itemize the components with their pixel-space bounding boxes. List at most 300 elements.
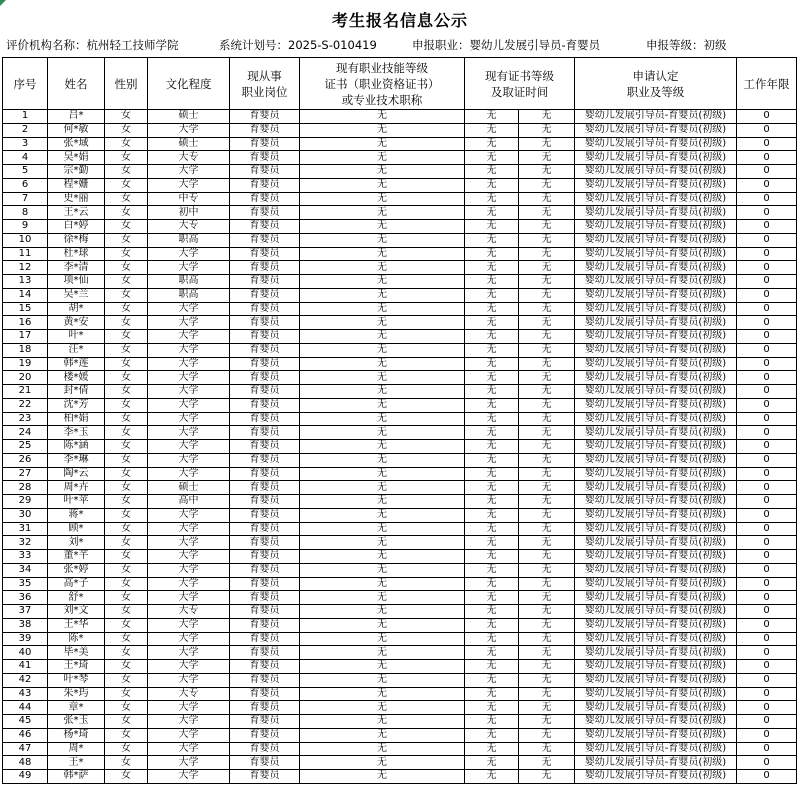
post-cell: 育婴员 [230, 275, 300, 289]
gender-cell: 女 [105, 302, 148, 316]
cert-cell: 无 [300, 233, 465, 247]
education-cell: 大学 [148, 123, 230, 137]
cert-date-cell: 无 [519, 261, 575, 275]
education-cell: 大学 [148, 330, 230, 344]
years-cell: 0 [737, 742, 797, 756]
post-cell: 育婴员 [230, 192, 300, 206]
seq-cell: 48 [3, 756, 48, 770]
post-cell: 育婴员 [230, 618, 300, 632]
post-cell: 育婴员 [230, 701, 300, 715]
cert-level-cell: 无 [465, 371, 519, 385]
table-row [3, 728, 797, 742]
education-cell: 大学 [148, 343, 230, 357]
seq-cell: 27 [3, 467, 48, 481]
table-row [3, 605, 797, 619]
name-cell: 蒋* [48, 508, 105, 522]
seq-cell: 35 [3, 577, 48, 591]
gender-cell: 女 [105, 357, 148, 371]
post-cell: 育婴员 [230, 165, 300, 179]
cert-date-cell: 无 [519, 660, 575, 674]
name-cell: 封*倩 [48, 385, 105, 399]
education-cell: 大学 [148, 467, 230, 481]
education-cell: 大学 [148, 701, 230, 715]
cert-level-cell: 无 [465, 343, 519, 357]
cert-cell: 无 [300, 715, 465, 729]
cert-date-cell: 无 [519, 178, 575, 192]
name-cell: 史*丽 [48, 192, 105, 206]
education-cell: 大学 [148, 178, 230, 192]
apply-cell: 婴幼儿发展引导员-育婴员(初级) [575, 550, 737, 564]
seq-cell: 13 [3, 275, 48, 289]
table-row [3, 646, 797, 660]
apply-cell: 婴幼儿发展引导员-育婴员(初级) [575, 233, 737, 247]
education-cell: 大学 [148, 302, 230, 316]
cert-date-cell: 无 [519, 550, 575, 564]
name-cell: 徐*梅 [48, 233, 105, 247]
gender-cell: 女 [105, 247, 148, 261]
years-cell: 0 [737, 660, 797, 674]
table-header-row [3, 58, 797, 110]
years-cell: 0 [737, 632, 797, 646]
education-cell: 大学 [148, 660, 230, 674]
education-cell: 大学 [148, 770, 230, 784]
gender-cell: 女 [105, 715, 148, 729]
cert-cell: 无 [300, 357, 465, 371]
cert-cell: 无 [300, 261, 465, 275]
cert-cell: 无 [300, 220, 465, 234]
apply-cell: 婴幼儿发展引导员-育婴员(初级) [575, 165, 737, 179]
education-cell: 大学 [148, 316, 230, 330]
table-row [3, 302, 797, 316]
education-cell: 大专 [148, 220, 230, 234]
years-cell: 0 [737, 220, 797, 234]
name-cell: 陈* [48, 632, 105, 646]
cert-cell: 无 [300, 728, 465, 742]
cert-cell: 无 [300, 632, 465, 646]
cert-level-cell: 无 [465, 618, 519, 632]
table-row [3, 426, 797, 440]
cert-level-cell: 无 [465, 137, 519, 151]
table-row [3, 467, 797, 481]
cert-cell: 无 [300, 646, 465, 660]
gender-cell: 女 [105, 398, 148, 412]
seq-cell: 20 [3, 371, 48, 385]
header-cert-level-line1: 现有证书等级 [485, 68, 554, 83]
education-cell: 大学 [148, 247, 230, 261]
seq-cell: 38 [3, 618, 48, 632]
cert-date-cell: 无 [519, 151, 575, 165]
cert-cell: 无 [300, 563, 465, 577]
post-cell: 育婴员 [230, 728, 300, 742]
education-cell: 大学 [148, 357, 230, 371]
header-gender: 性别 [105, 58, 148, 110]
seq-cell: 30 [3, 508, 48, 522]
name-cell: 叶*苹 [48, 495, 105, 509]
seq-cell: 45 [3, 715, 48, 729]
cert-level-cell: 无 [465, 673, 519, 687]
cert-level-cell: 无 [465, 756, 519, 770]
table-row [3, 371, 797, 385]
education-cell: 大学 [148, 371, 230, 385]
name-cell: 高*子 [48, 577, 105, 591]
seq-cell: 42 [3, 673, 48, 687]
post-cell: 育婴员 [230, 646, 300, 660]
apply-cell: 婴幼儿发展引导员-育婴员(初级) [575, 756, 737, 770]
years-cell: 0 [737, 302, 797, 316]
apply-cell: 婴幼儿发展引导员-育婴员(初级) [575, 646, 737, 660]
table-row [3, 398, 797, 412]
gender-cell: 女 [105, 440, 148, 454]
header-work-years: 工作年限 [737, 58, 797, 110]
cert-level-cell: 无 [465, 275, 519, 289]
name-cell: 张*婷 [48, 563, 105, 577]
table-row [3, 110, 797, 124]
post-cell: 育婴员 [230, 357, 300, 371]
seq-cell: 21 [3, 385, 48, 399]
gender-cell: 女 [105, 206, 148, 220]
gender-cell: 女 [105, 605, 148, 619]
gender-cell: 女 [105, 220, 148, 234]
apply-cell: 婴幼儿发展引导员-育婴员(初级) [575, 357, 737, 371]
cert-cell: 无 [300, 151, 465, 165]
years-cell: 0 [737, 563, 797, 577]
cert-level-cell: 无 [465, 192, 519, 206]
table-row [3, 618, 797, 632]
post-cell: 育婴员 [230, 673, 300, 687]
seq-cell: 6 [3, 178, 48, 192]
cert-date-cell: 无 [519, 110, 575, 124]
education-cell: 硕士 [148, 110, 230, 124]
years-cell: 0 [737, 440, 797, 454]
apply-cell: 婴幼儿发展引导员-育婴员(初级) [575, 412, 737, 426]
education-cell: 大学 [148, 536, 230, 550]
cert-cell: 无 [300, 508, 465, 522]
gender-cell: 女 [105, 618, 148, 632]
name-cell: 李*清 [48, 261, 105, 275]
seq-cell: 12 [3, 261, 48, 275]
education-cell: 大学 [148, 728, 230, 742]
post-cell: 育婴员 [230, 343, 300, 357]
post-cell: 育婴员 [230, 770, 300, 784]
gender-cell: 女 [105, 591, 148, 605]
cert-cell: 无 [300, 330, 465, 344]
apply-cell: 婴幼儿发展引导员-育婴员(初级) [575, 522, 737, 536]
name-cell: 顾* [48, 522, 105, 536]
cert-date-cell: 无 [519, 371, 575, 385]
apply-cell: 婴幼儿发展引导员-育婴员(初级) [575, 178, 737, 192]
years-cell: 0 [737, 550, 797, 564]
apply-cell: 婴幼儿发展引导员-育婴员(初级) [575, 343, 737, 357]
gender-cell: 女 [105, 646, 148, 660]
education-cell: 大学 [148, 398, 230, 412]
gender-cell: 女 [105, 742, 148, 756]
cert-cell: 无 [300, 536, 465, 550]
name-cell: 陶*云 [48, 467, 105, 481]
post-cell: 育婴员 [230, 536, 300, 550]
years-cell: 0 [737, 137, 797, 151]
gender-cell: 女 [105, 673, 148, 687]
apply-cell: 婴幼儿发展引导员-育婴员(初级) [575, 632, 737, 646]
education-cell: 大学 [148, 453, 230, 467]
name-cell: 刘*文 [48, 605, 105, 619]
years-cell: 0 [737, 385, 797, 399]
name-cell: 王* [48, 756, 105, 770]
cert-level-cell: 无 [465, 591, 519, 605]
cert-cell: 无 [300, 577, 465, 591]
cert-cell: 无 [300, 453, 465, 467]
years-cell: 0 [737, 288, 797, 302]
post-cell: 育婴员 [230, 371, 300, 385]
post-cell: 育婴员 [230, 660, 300, 674]
level-info: 申报等级：初级 [646, 38, 727, 52]
cert-level-cell: 无 [465, 247, 519, 261]
applicant-table [2, 57, 797, 784]
education-cell: 大专 [148, 151, 230, 165]
name-cell: 王*华 [48, 618, 105, 632]
gender-cell: 女 [105, 508, 148, 522]
education-cell: 大学 [148, 673, 230, 687]
name-cell: 章* [48, 701, 105, 715]
cert-level-cell: 无 [465, 481, 519, 495]
post-cell: 育婴员 [230, 385, 300, 399]
apply-cell: 婴幼儿发展引导员-育婴员(初级) [575, 206, 737, 220]
seq-cell: 17 [3, 330, 48, 344]
cert-level-cell: 无 [465, 742, 519, 756]
gender-cell: 女 [105, 563, 148, 577]
name-cell: 黄*安 [48, 316, 105, 330]
cert-date-cell: 无 [519, 467, 575, 481]
cert-cell: 无 [300, 426, 465, 440]
education-cell: 大学 [148, 715, 230, 729]
cert-level-cell: 无 [465, 660, 519, 674]
gender-cell: 女 [105, 660, 148, 674]
apply-cell: 婴幼儿发展引导员-育婴员(初级) [575, 467, 737, 481]
apply-cell: 婴幼儿发展引导员-育婴员(初级) [575, 123, 737, 137]
apply-cell: 婴幼儿发展引导员-育婴员(初级) [575, 481, 737, 495]
cert-level-cell: 无 [465, 495, 519, 509]
table-row [3, 247, 797, 261]
education-cell: 大学 [148, 385, 230, 399]
cert-level-cell: 无 [465, 316, 519, 330]
cert-level-cell: 无 [465, 302, 519, 316]
cert-date-cell: 无 [519, 302, 575, 316]
table-row [3, 288, 797, 302]
cert-date-cell: 无 [519, 673, 575, 687]
apply-cell: 婴幼儿发展引导员-育婴员(初级) [575, 275, 737, 289]
name-cell: 沈*芳 [48, 398, 105, 412]
name-cell: 王*琦 [48, 660, 105, 674]
seq-cell: 34 [3, 563, 48, 577]
cert-level-cell: 无 [465, 385, 519, 399]
seq-cell: 33 [3, 550, 48, 564]
apply-cell: 婴幼儿发展引导员-育婴员(初级) [575, 288, 737, 302]
cert-cell: 无 [300, 756, 465, 770]
name-cell: 周* [48, 742, 105, 756]
cert-cell: 无 [300, 412, 465, 426]
cert-cell: 无 [300, 385, 465, 399]
table-row [3, 687, 797, 701]
name-cell: 楼*媛 [48, 371, 105, 385]
header-apply-occupation [575, 58, 737, 110]
cert-cell: 无 [300, 371, 465, 385]
seq-cell: 16 [3, 316, 48, 330]
gender-cell: 女 [105, 426, 148, 440]
name-cell: 张*玉 [48, 715, 105, 729]
table-row [3, 385, 797, 399]
years-cell: 0 [737, 343, 797, 357]
apply-cell: 婴幼儿发展引导员-育婴员(初级) [575, 495, 737, 509]
post-cell: 育婴员 [230, 508, 300, 522]
header-cert-level-date [465, 58, 575, 110]
table-row [3, 563, 797, 577]
seq-cell: 11 [3, 247, 48, 261]
org-info: 评价机构名称：杭州轻工技师学院 [6, 38, 179, 52]
post-cell: 育婴员 [230, 563, 300, 577]
name-cell: 李*玉 [48, 426, 105, 440]
cert-cell: 无 [300, 247, 465, 261]
header-cert-level-line2: 及取证时间 [490, 84, 549, 99]
education-cell: 大学 [148, 756, 230, 770]
cert-level-cell: 无 [465, 508, 519, 522]
apply-cell: 婴幼儿发展引导员-育婴员(初级) [575, 536, 737, 550]
cert-level-cell: 无 [465, 632, 519, 646]
cert-cell: 无 [300, 110, 465, 124]
cert-cell: 无 [300, 481, 465, 495]
name-cell: 吕* [48, 110, 105, 124]
header-current-post-line1: 现从事 [247, 68, 282, 83]
seq-cell: 14 [3, 288, 48, 302]
education-cell: 大学 [148, 646, 230, 660]
education-cell: 中专 [148, 192, 230, 206]
post-cell: 育婴员 [230, 412, 300, 426]
cert-date-cell: 无 [519, 481, 575, 495]
gender-cell: 女 [105, 385, 148, 399]
years-cell: 0 [737, 756, 797, 770]
years-cell: 0 [737, 151, 797, 165]
gender-cell: 女 [105, 522, 148, 536]
table-row [3, 343, 797, 357]
post-cell: 育婴员 [230, 715, 300, 729]
table-row [3, 632, 797, 646]
gender-cell: 女 [105, 632, 148, 646]
years-cell: 0 [737, 316, 797, 330]
name-cell: 宗*勤 [48, 165, 105, 179]
apply-cell: 婴幼儿发展引导员-育婴员(初级) [575, 192, 737, 206]
years-cell: 0 [737, 467, 797, 481]
cert-level-cell: 无 [465, 577, 519, 591]
years-cell: 0 [737, 110, 797, 124]
header-current-post-line2: 职业岗位 [241, 84, 288, 99]
education-cell: 职高 [148, 288, 230, 302]
cert-cell: 无 [300, 440, 465, 454]
table-row [3, 330, 797, 344]
seq-cell: 46 [3, 728, 48, 742]
education-cell: 大学 [148, 412, 230, 426]
cert-date-cell: 无 [519, 453, 575, 467]
gender-cell: 女 [105, 110, 148, 124]
cert-cell: 无 [300, 495, 465, 509]
apply-cell: 婴幼儿发展引导员-育婴员(初级) [575, 577, 737, 591]
education-cell: 大学 [148, 165, 230, 179]
years-cell: 0 [737, 536, 797, 550]
years-cell: 0 [737, 508, 797, 522]
cert-date-cell: 无 [519, 508, 575, 522]
years-cell: 0 [737, 495, 797, 509]
cert-cell: 无 [300, 673, 465, 687]
cert-date-cell: 无 [519, 343, 575, 357]
name-cell: 白*婷 [48, 220, 105, 234]
education-cell: 高中 [148, 495, 230, 509]
cert-level-cell: 无 [465, 536, 519, 550]
apply-cell: 婴幼儿发展引导员-育婴员(初级) [575, 728, 737, 742]
seq-cell: 43 [3, 687, 48, 701]
seq-cell: 47 [3, 742, 48, 756]
name-cell: 吴*兰 [48, 288, 105, 302]
seq-cell: 49 [3, 770, 48, 784]
years-cell: 0 [737, 247, 797, 261]
gender-cell: 女 [105, 178, 148, 192]
education-cell: 大学 [148, 261, 230, 275]
cert-level-cell: 无 [465, 701, 519, 715]
apply-cell: 婴幼儿发展引导员-育婴员(初级) [575, 618, 737, 632]
apply-cell: 婴幼儿发展引导员-育婴员(初级) [575, 770, 737, 784]
table-row [3, 536, 797, 550]
cert-date-cell: 无 [519, 123, 575, 137]
seq-cell: 9 [3, 220, 48, 234]
cert-cell: 无 [300, 137, 465, 151]
gender-cell: 女 [105, 536, 148, 550]
gender-cell: 女 [105, 577, 148, 591]
name-cell: 杜*球 [48, 247, 105, 261]
cert-date-cell: 无 [519, 165, 575, 179]
seq-cell: 5 [3, 165, 48, 179]
post-cell: 育婴员 [230, 742, 300, 756]
name-cell: 张*域 [48, 137, 105, 151]
seq-cell: 7 [3, 192, 48, 206]
years-cell: 0 [737, 673, 797, 687]
gender-cell: 女 [105, 330, 148, 344]
cert-level-cell: 无 [465, 220, 519, 234]
cert-level-cell: 无 [465, 605, 519, 619]
education-cell: 大学 [148, 742, 230, 756]
cert-date-cell: 无 [519, 632, 575, 646]
gender-cell: 女 [105, 495, 148, 509]
seq-cell: 10 [3, 233, 48, 247]
table-row [3, 495, 797, 509]
cert-date-cell: 无 [519, 398, 575, 412]
name-cell: 程*姗 [48, 178, 105, 192]
cert-cell: 无 [300, 742, 465, 756]
apply-cell: 婴幼儿发展引导员-育婴员(初级) [575, 316, 737, 330]
cert-level-cell: 无 [465, 123, 519, 137]
table-row [3, 233, 797, 247]
seq-cell: 32 [3, 536, 48, 550]
name-cell: 刘* [48, 536, 105, 550]
years-cell: 0 [737, 233, 797, 247]
cert-level-cell: 无 [465, 453, 519, 467]
table-row [3, 261, 797, 275]
name-cell: 韩*萨 [48, 770, 105, 784]
table-row [3, 137, 797, 151]
cert-level-cell: 无 [465, 467, 519, 481]
cert-cell: 无 [300, 275, 465, 289]
cert-level-cell: 无 [465, 522, 519, 536]
years-cell: 0 [737, 453, 797, 467]
cert-date-cell: 无 [519, 646, 575, 660]
cert-date-cell: 无 [519, 563, 575, 577]
name-cell: 周*卉 [48, 481, 105, 495]
cert-level-cell: 无 [465, 288, 519, 302]
